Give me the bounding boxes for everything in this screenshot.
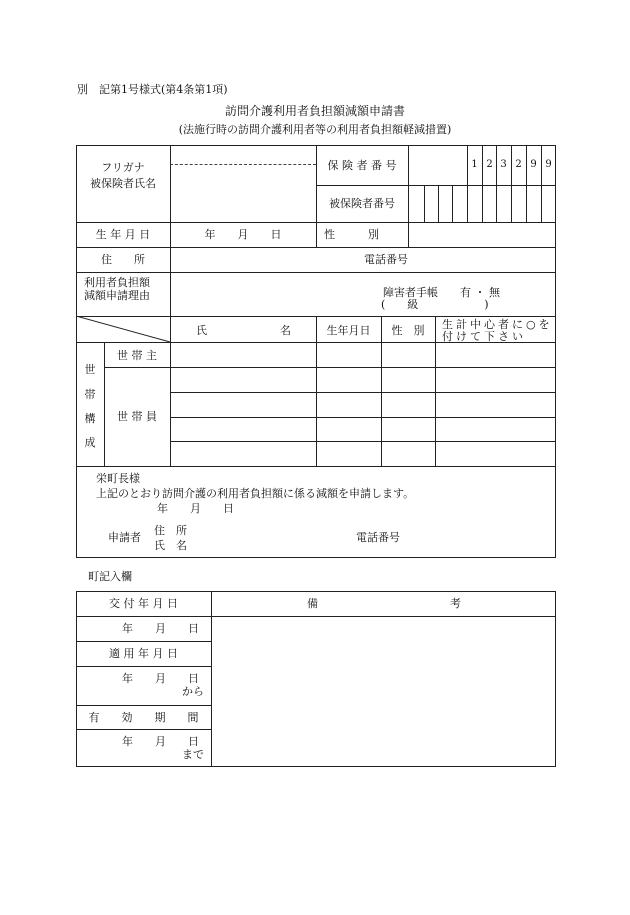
insurer-digit: 9 [530,159,537,170]
disability-book-label: 障害者手帳 有 ・ 無 [383,286,500,299]
reason-label-line1: 利用者負担額 [84,276,150,289]
reason-label-line2: 減額申請理由 [84,289,150,302]
issue-date-label: 交 付 年 月 日 [109,597,178,610]
group-char: 構 [84,412,96,425]
insurer-number-label: 保 険 者 番 号 [327,159,397,172]
col-birth-date: 生年月日 [326,324,371,337]
insurer-digit: 9 [545,159,552,170]
applicant-phone-label: 電話番号 [356,531,400,544]
applicant-address-label: 住 所 [154,524,187,537]
page-title: 訪問介護利用者負担額減額申請書 [224,104,405,118]
sex-label: 性 別 [324,228,379,241]
birth-date-value[interactable]: 年 月 日 [204,228,282,241]
col-mark-line1: 生計中心者に○を [442,318,553,331]
applicant-label: 申請者 [108,531,141,544]
valid-period-label: 有 効 期 間 [88,711,199,724]
insured-number-label: 被保険者番号 [329,197,395,210]
group-char: 世 [84,363,96,376]
insurer-digit: 3 [500,159,507,170]
address-label: 住 所 [101,253,145,266]
birth-date-label: 生 年 月 日 [95,228,151,241]
disability-grade: ( 級 ) [381,298,489,311]
col-mark-line2: 付けて下さい [442,330,526,343]
applicant-name-label: 氏 名 [154,539,187,552]
addressee: 栄町長様 [96,472,140,485]
header-diagonal [76,316,171,342]
group-char: 成 [84,436,96,449]
household-member-label: 世 帯 員 [117,410,157,423]
household-head-label: 世 帯 主 [117,349,157,362]
apply-date-value[interactable]: 年 月 日 [122,672,199,685]
valid-until-value[interactable]: 年 月 日 [122,735,199,748]
group-char: 帯 [84,388,96,401]
phone-label: 電話番号 [364,253,408,266]
insured-name-label: 被保険者氏名 [90,177,156,190]
furigana-label: フリガナ [101,161,145,174]
furigana-divider [170,164,316,165]
insurer-digit: 2 [515,159,522,170]
col-name-part1: 氏 [196,324,207,337]
issue-date-value[interactable]: 年 月 日 [122,622,199,635]
until-label: まで [182,748,204,761]
office-section-heading: 町記入欄 [88,570,132,583]
insurer-digit: 1 [471,159,478,170]
page-subtitle: (法施行時の訪問介護利用者等の利用者負担額軽減措置) [178,123,452,136]
from-label: から [182,685,204,698]
remarks-label-part1: 備 [307,597,318,610]
declaration-date[interactable]: 年 月 日 [157,502,234,515]
form-label: 別 記第1号様式(第4条第1項) [77,83,228,96]
declaration-statement: 上記のとおり訪問介護の利用者負担額に係る減額を申請します。 [96,487,415,500]
col-name-part2: 名 [280,324,291,337]
declaration-border [76,466,556,558]
remarks-label-part2: 考 [450,597,461,610]
apply-date-label: 適 用 年 月 日 [109,647,178,660]
insurer-digit: 2 [486,159,493,170]
col-sex: 性 別 [391,324,425,337]
